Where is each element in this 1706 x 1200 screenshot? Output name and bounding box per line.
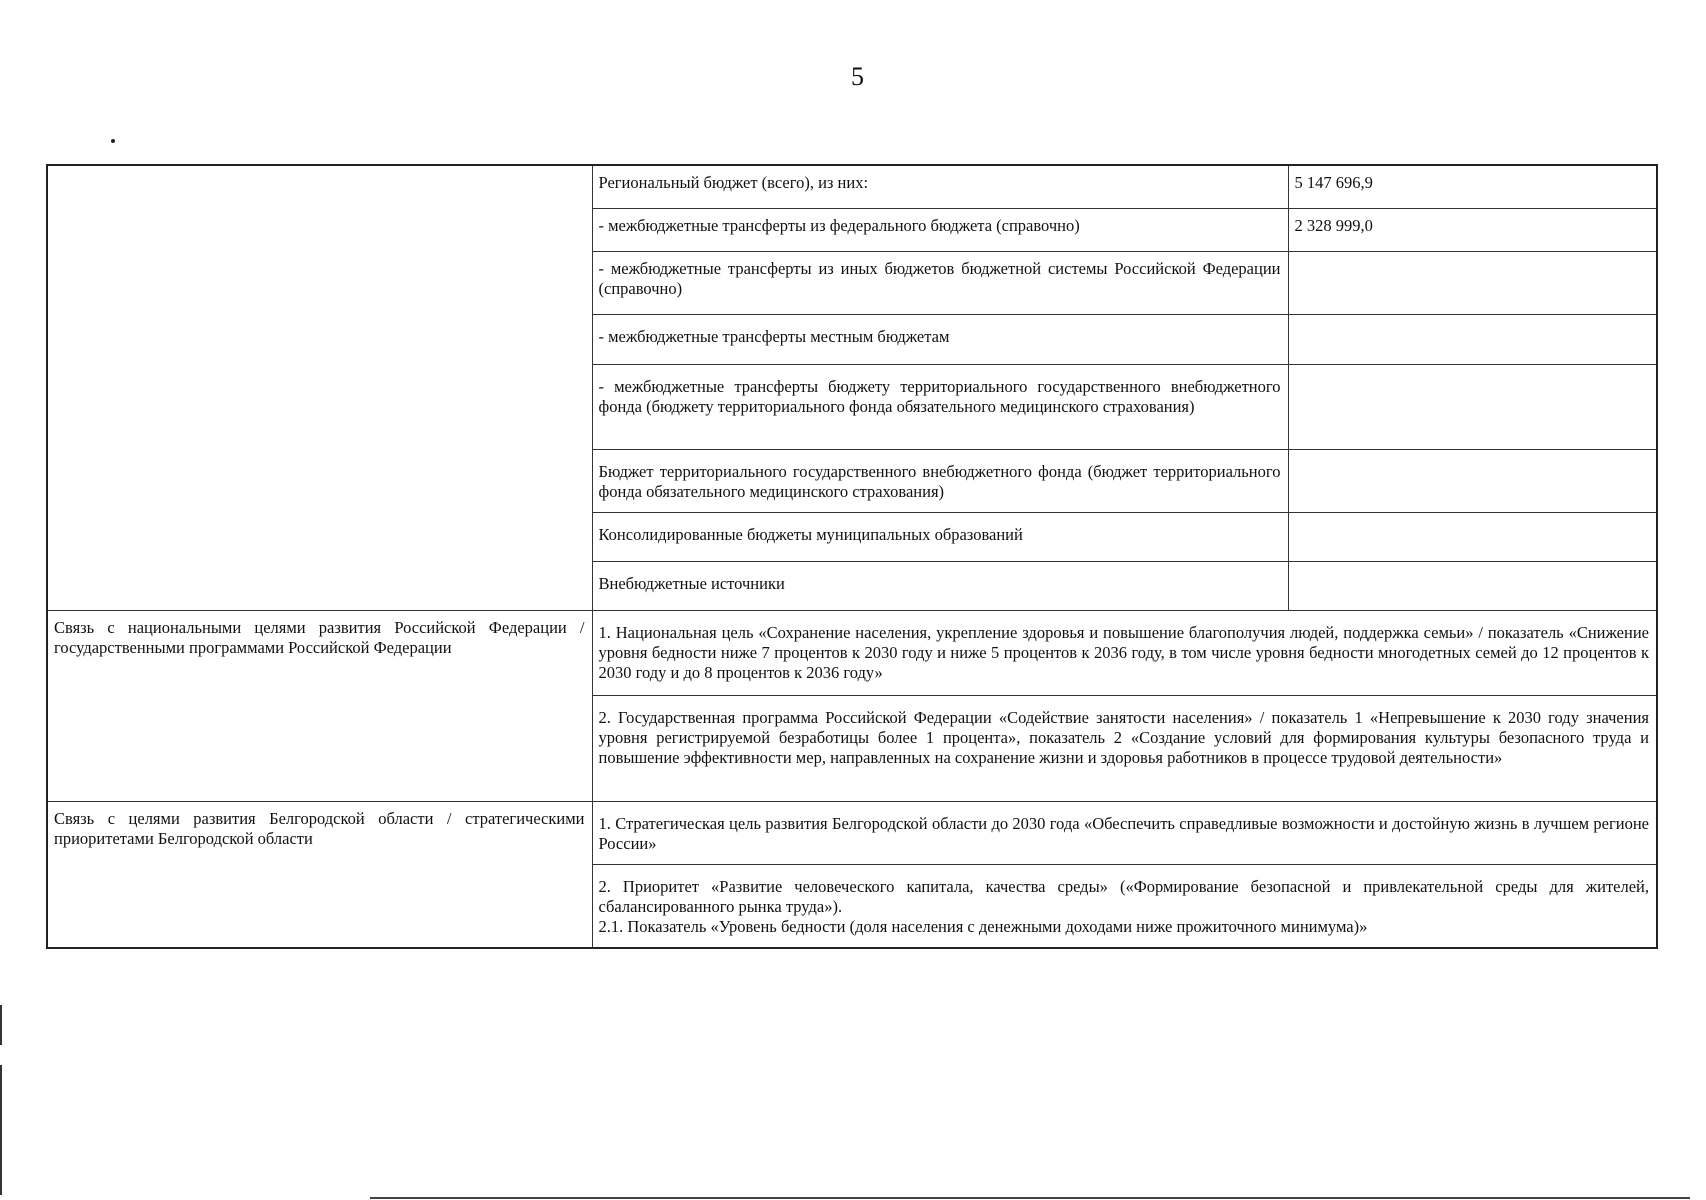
regional-goal-item: [592, 864, 1657, 948]
passport-table: [46, 164, 1658, 949]
table-row: [47, 801, 1657, 864]
scan-edge-mark: [0, 1065, 2, 1195]
budget-value-cell: 2 328 999,0: [1288, 208, 1657, 251]
regional-indicator-text: 2.1. Показатель «Уровень бедности (доля населения с денежными доходами ниже прожиточного минимума)»: [598, 916, 1368, 936]
budget-label-cell: Внебюджетные источники: [592, 561, 1288, 610]
scan-speck: [111, 139, 115, 143]
regional-goal-item: 1. Стратегическая цель развития Белгородской области до 2030 года «Обеспечить справедливые возможности и достойную жизнь в лучшем регионе России»: [592, 801, 1657, 864]
budget-label-cell: - межбюджетные трансферты бюджету территориального государственного внебюджетного фонда (бюджету территориального фонда обязательного медицинского страхования): [592, 364, 1288, 449]
budget-value-cell: [1288, 364, 1657, 449]
budget-value-cell: [1288, 251, 1657, 314]
national-goals-label: Связь с национальными целями развития Российской Федерации / государственными программами Российской Федерации: [47, 610, 592, 801]
budget-label-cell: Региональный бюджет (всего), из них:: [592, 165, 1288, 208]
budget-label-cell: Консолидированные бюджеты муниципальных образований: [592, 512, 1288, 561]
national-goal-item: 2. Государственная программа Российской Федерации «Содействие занятости населения» / показатель 1 «Непревышение к 2030 году значения уровня регистрируемой безработицы более 1 процента», показатель 2 «Создание условий для формирования культуры безопасного труда и повышение эффективности мер, направленных на сохранение жизни и здоровья работников в процессе трудовой деятельности»: [592, 695, 1657, 801]
budget-value-cell: 5 147 696,9: [1288, 165, 1657, 208]
budget-value-cell: [1288, 449, 1657, 512]
national-goal-item: 1. Национальная цель «Сохранение населения, укрепление здоровья и повышение благополучия людей, поддержка семьи» / показатель «Снижение уровня бедности ниже 7 процентов к 2030 году и ниже 5 процентов к 2036 году, в том числе уровня бедности многодетных семей до 12 процентов к 2030 году и до 8 процентов к 2036 году»: [592, 610, 1657, 695]
scan-edge-mark: [0, 1005, 2, 1045]
page-number: 5: [851, 62, 864, 91]
table-row: [47, 165, 1657, 208]
budget-value-cell: [1288, 561, 1657, 610]
regional-priority-text: 2. Приоритет «Развитие человеческого капитала, качества среды» («Формирование безопасной и привлекательной среды для жителей, сбалансированного рынка труда»).: [598, 876, 1649, 916]
budget-label-cell: Бюджет территориального государственного внебюджетного фонда (бюджет территориального фонда обязательного медицинского страхования): [592, 449, 1288, 512]
empty-label-cell: [47, 165, 592, 610]
budget-label-cell: - межбюджетные трансферты из иных бюджетов бюджетной системы Российской Федерации (справочно): [592, 251, 1288, 314]
regional-goals-label: Связь с целями развития Белгородской области / стратегическими приоритетами Белгородской области: [47, 801, 592, 948]
budget-label-cell: - межбюджетные трансферты из федерального бюджета (справочно): [592, 208, 1288, 251]
budget-label-cell: - межбюджетные трансферты местным бюджетам: [592, 314, 1288, 364]
table-row: [47, 610, 1657, 695]
scan-bottom-line: [370, 1197, 1690, 1199]
budget-value-cell: [1288, 314, 1657, 364]
budget-value-cell: [1288, 512, 1657, 561]
